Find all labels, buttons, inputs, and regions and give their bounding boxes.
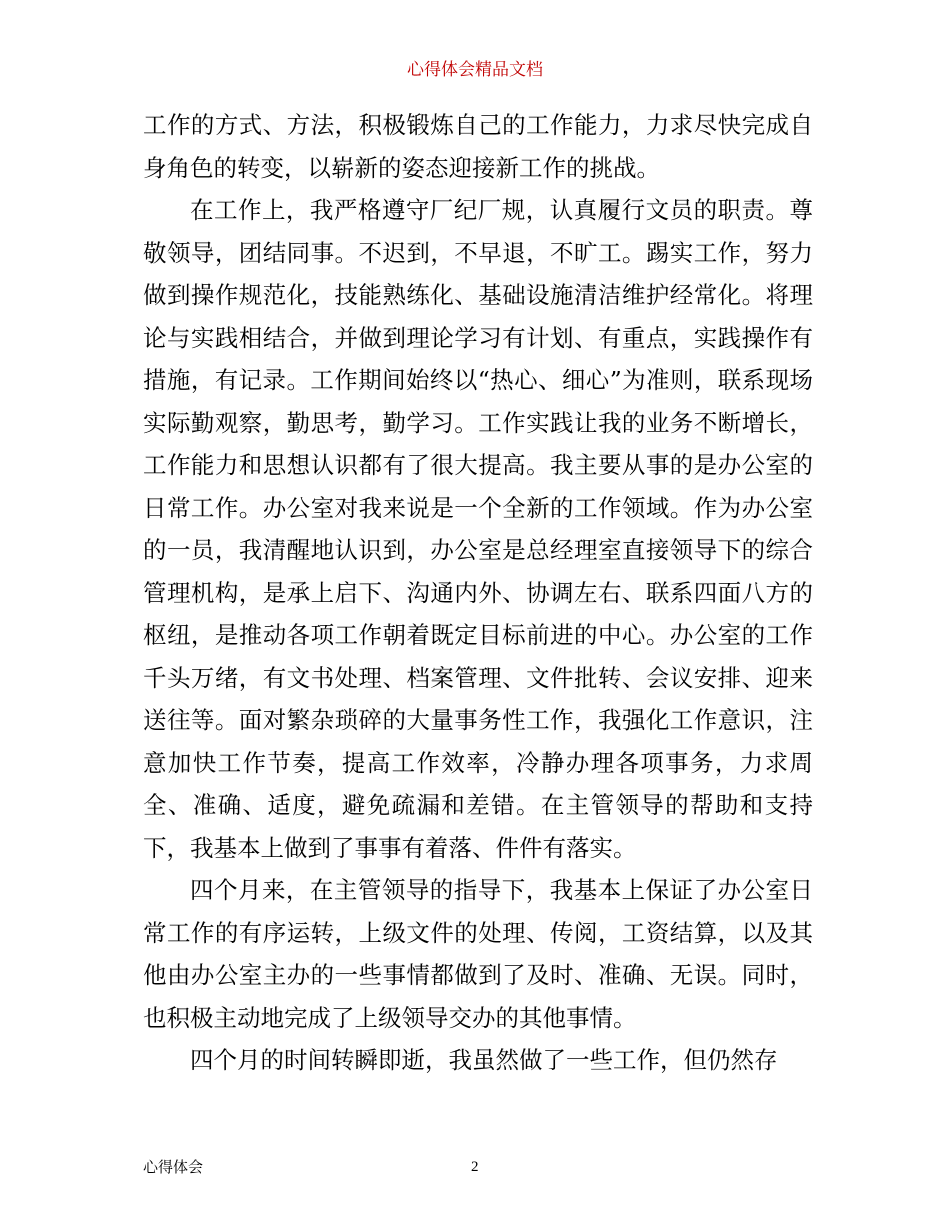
page-header-title: 心得体会精品文档 (407, 60, 543, 80)
page-footer (143, 1155, 813, 1179)
footer-label: 心得体会 (143, 1158, 204, 1176)
document-body (143, 104, 813, 1082)
paragraph-work-duties: 在工作上，我严格遵守厂纪厂规，认真履行文员的职责。尊敬领导，团结同事。不迟到，不早退，不旷工。踢实工作，努力做到操作规范化，技能熟练化、基础设施清洁维护经常化。将理论与实践相结合，并做到理论学习有计划、有重点，实践操作有措施，有记录。工作期间始终以“热心、细心”为准则，联系现场实际勤观察，勤思考，勤学习。工作实践让我的业务不断增长，工作能力和思想认识都有了很大提高。我主要从事的是办公室的日常工作。办公室对我来说是一个全新的工作领域。作为办公室的一员，我清醒地认识到，办公室是总经理室直接领导下的综合管理机构，是承上启下、沟通内外、协调左右、联系四面八方的枢纽，是推动各项工作朝着既定目标前进的中心。办公室的工作千头万绪，有文书处理、档案管理、文件批转、会议安排、迎来送往等。面对繁杂琐碎的大量事务性工作，我强化工作意识，注意加快工作节奏，提高工作效率，冷静办理各项事务，力求周全、准确、适度，避免疏漏和差错。在主管领导的帮助和支持下，我基本上做到了事事有着落、件件有落实。 (143, 196, 813, 862)
paragraph-continuation: 工作的方式、方法，积极锻炼自己的工作能力，力求尽快完成自身角色的转变，以崭新的姿态迎接新工作的挑战。 (143, 111, 813, 182)
page-number: 2 (471, 1159, 479, 1175)
paragraph-four-months: 四个月来，在主管领导的指导下，我基本上保证了办公室日常工作的有序运转，上级文件的处理、传阅，工资结算，以及其他由办公室主办的一些事情都做到了及时、准确、无误。同时，也积极主动地完成了上级领导交办的其他事情。 (143, 876, 813, 1032)
paragraph-time-passes: 四个月的时间转瞬即逝，我虽然做了一些工作，但仍然存 (190, 1046, 778, 1074)
